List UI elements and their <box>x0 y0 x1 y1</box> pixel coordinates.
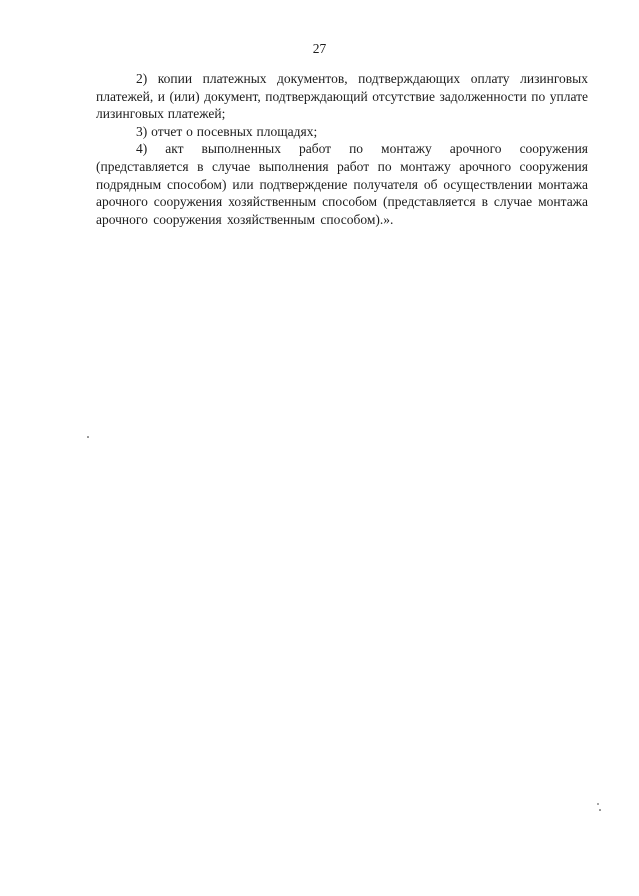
scan-speck <box>87 436 89 438</box>
scan-speck <box>599 809 601 811</box>
paragraph-item-3: 3) отчет о посевных площадях; <box>136 123 318 139</box>
paragraph-item-2: 2) копии платежных документов, подтверждающих оплату лизинговых платежей, и (или) документ, подтверждающий отсутствие задолженности по уплате лизинговых платежей; <box>96 71 588 122</box>
paragraph-item-4: 4) акт выполненных работ по монтажу арочного сооружения (представляется в случае выполнения работ по монтажу арочного сооружения подрядным способом) или подтверждение получателя об осуществлении монтажа арочного сооружения хозяйственным способом (представляется в случае монтажа арочного сооружения хозяйственным способом).». <box>96 141 588 227</box>
page-number: 27 <box>312 41 327 56</box>
scan-speck <box>597 803 599 805</box>
document-body <box>96 70 588 228</box>
